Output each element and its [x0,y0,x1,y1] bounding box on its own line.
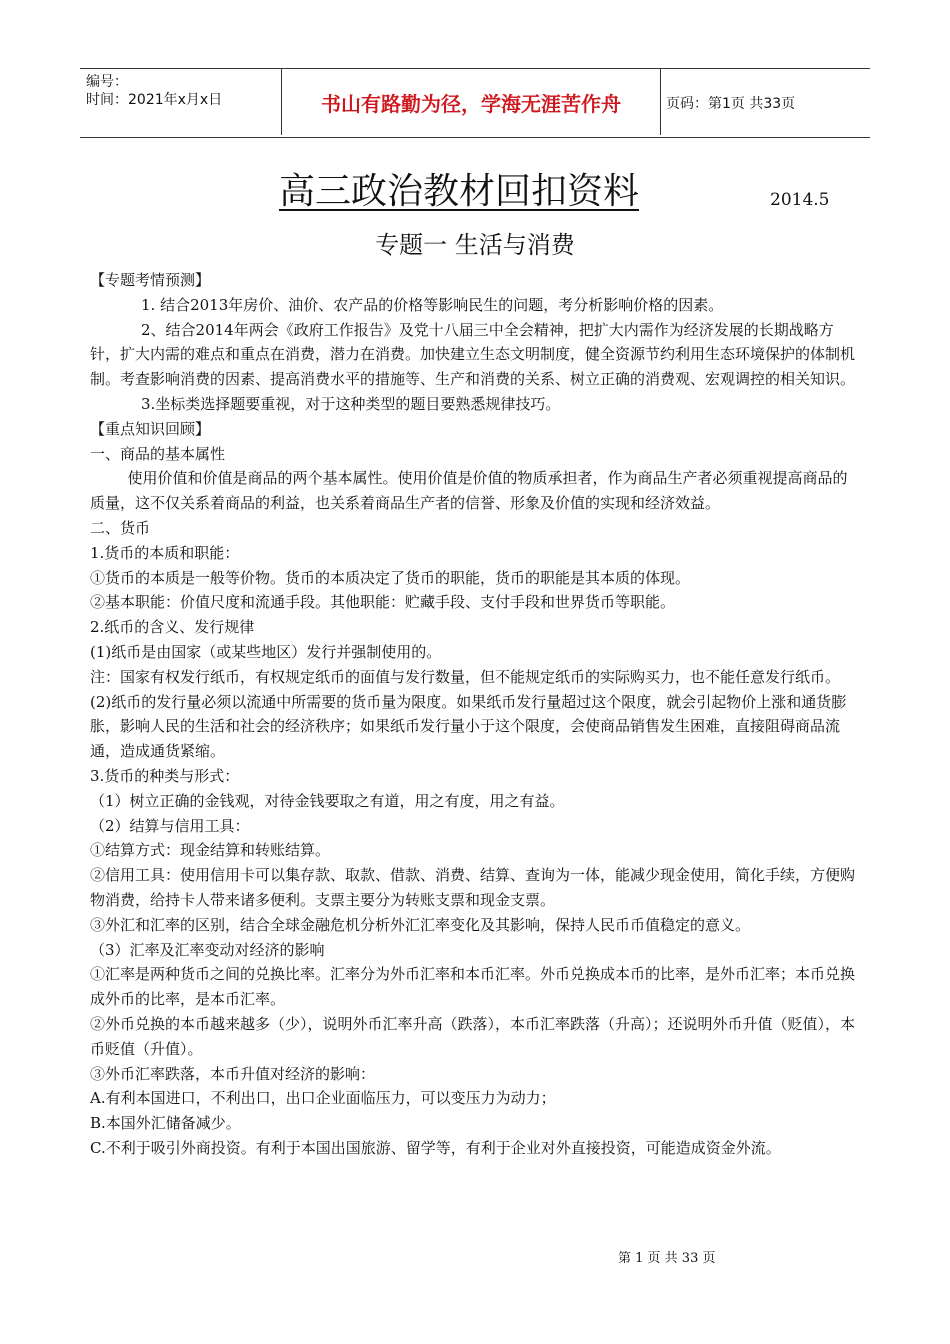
section-heading: 【重点知识回顾】 [90,419,211,438]
doc-subtitle: 专题一 生活与消费 [375,231,575,259]
paragraph: 1.货币的本质和职能： [90,543,240,562]
motto: 书山有路勤为径，学海无涯苦作舟 [281,69,661,135]
paragraph: （1）树立正确的金钱观，对待金钱要取之有道，用之有度，用之有益。 [90,791,565,810]
paragraph: 注：国家有权发行纸币，有权规定纸币的面值与发行数量，但不能规定纸币的实际购买力，也不能任意发行纸币。 [90,667,841,686]
heading: 一、商品的基本属性 [90,444,226,463]
paragraph: ①汇率是两种货币之间的兑换比率。汇率分为外币汇率和本币汇率。外币兑换成本币的比率，是外币汇率；本币兑换成外币的比率，是本币汇率。 [90,965,856,1009]
document-body [90,268,860,1161]
paragraph: 2、结合2014年两会《政府工作报告》及党十八届三中全会精神，把扩大内需作为经济发展的长期战略方针，扩大内需的难点和重点在消费，潜力在消费。加快建立生态文明制度，健全资源节约利用生态环境保护的体制机制。考查影响消费的因素、提高消费水平的措施等、生产和消费的关系、树立正确的消费观、宏观调控的相关知识。 [90,320,856,389]
heading: 二、货币 [90,518,151,537]
paragraph: ②基本职能：价值尺度和流通手段。其他职能：贮藏手段、支付手段和世界货币等职能。 [90,593,676,612]
paragraph: ③外汇和汇率的区别，结合全球金融危机分析外汇汇率变化及其影响，保持人民币币值稳定的意义。 [90,915,751,934]
paragraph: ②外币兑换的本币越来越多（少），说明外币汇率升高（跌落），本币汇率跌落（升高）；还说明外币升值（贬值），本币贬值（升值）。 [90,1014,856,1058]
number-label: 编号： [86,74,128,90]
page-footer: 第 1 页 共 33 页 [618,1251,716,1266]
doc-title: 高三政治教材回扣资料 [278,171,639,212]
paragraph: 3.坐标类选择题要重视，对于这种类型的题目要熟悉规律技巧。 [141,394,561,413]
paragraph: (1)纸币是由国家（或某些地区）发行并强制使用的。 [90,642,442,661]
page-header [80,68,870,138]
doc-date: 2014.5 [770,190,830,210]
paragraph: （3）汇率及汇率变动对经济的影响 [90,940,325,959]
time-label: 时间：2021年x月x日 [86,92,223,108]
header-meta [86,73,276,109]
section-heading: 【专题考情预测】 [90,271,211,289]
paragraph: ①结算方式：现金结算和转账结算。 [90,841,331,860]
paragraph: C.不利于吸引外商投资。有利于本国出国旅游、留学等，有利于企业对外直接投资，可能造成资金外流。 [90,1138,781,1157]
paragraph: 3.货币的种类与形式： [90,766,240,785]
paragraph: ③外币汇率跌落，本币升值对经济的影响： [90,1064,376,1083]
paragraph: A.有利本国进口，不利出口，出口企业面临压力，可以变压力为动力； [90,1089,556,1108]
paragraph: B.本国外汇储备减少。 [90,1114,241,1133]
paragraph: （2）结算与信用工具： [90,816,250,835]
page-info: 页码：第1页 共33页 [666,96,796,112]
paragraph: ①货币的本质是一般等价物。货币的本质决定了货币的职能，货币的职能是其本质的体现。 [90,568,691,587]
paragraph: (2)纸币的发行量必须以流通中所需要的货币量为限度。如果纸币发行量超过这个限度，就会引起物价上涨和通货膨胀，影响人民的生活和社会的经济秩序；如果纸币发行量小于这个限度，会使商品销售发生困难，直接阻碍商品流通，造成通货紧缩。 [90,692,847,761]
paragraph: 1. 结合2013年房价、油价、农产品的价格等影响民生的问题，考分析影响价格的因素。 [141,295,724,314]
paragraph: 使用价值和价值是商品的两个基本属性。使用价值是价值的物质承担者，作为商品生产者必须重视提高商品的质量，这不仅关系着商品的利益，也关系着商品生产者的信誉、形象及价值的实现和经济效益。 [90,469,848,513]
paragraph: 2.纸币的含义、发行规律 [90,618,255,637]
paragraph: ②信用工具：使用信用卡可以集存款、取款、借款、消费、结算、查询为一体，能减少现金使用，简化手续，方便购物消费，给持卡人带来诸多便利。支票主要分为转账支票和现金支票。 [90,866,856,909]
